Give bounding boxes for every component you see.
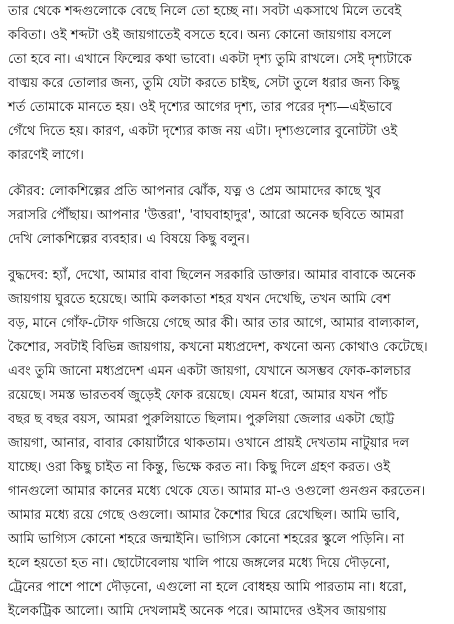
text-line: শর্ত তোমাকে মানতে হয়। ওই দৃশ্যের আগের দৃশ্য, তার পরের দৃশ্য—এইভাবে (8, 100, 393, 115)
text-line: তার থেকে শব্দগুলোকে বেছে নিলে তো হচ্ছে না। সবটা একসাথে মিলে তবেই (8, 4, 402, 19)
text-line: ট্রেনের পাশে পাশে দৌড়নো, এগুলো না হলে বোধহয় আমি পারতাম না। ধরো, (8, 580, 407, 595)
text-line: কৌরব: লোকশিল্পের প্রতি আপনার ঝোঁক, যত্ন ও প্রেম আমাদের কাছে খুব (8, 184, 381, 199)
document-page (8, 0, 448, 624)
text-line: সরাসরি পৌঁছায়। আপনার 'উত্তরা', 'বাঘবাহাদুর', আরো অনেক ছবিতে আমরা (8, 208, 404, 223)
text-line: রয়েছে। সমস্ত ভারতবর্ষ জুড়েই ফোক রয়েছে। যেমন ধরো, আমার যখন পাঁচ (8, 388, 388, 403)
text-line: তো হবে না। এখানে ফিল্মের কথা ভাবো। একটা দৃশ্য তুমি রাখলে। সেই দৃশ্যটাকে (8, 52, 412, 67)
text-line: এবং তুমি জানো মধ্যপ্রদেশ এমন একটা জায়গা, যেখানে অসম্ভব ফোক-কালচার (8, 364, 411, 379)
paragraph-1 (8, 0, 448, 168)
text-line: আমার মধ্যে রয়ে গেছে ওগুলো। আমার কৈশোর ঘিরে রেখেছিল। আমি ভাবি, (8, 508, 400, 523)
text-line: বছর ছ বছর বয়স, আমরা পুরুলিয়াতে ছিলাম। পুরুলিয়া জেলার একটা ছোট্ট (8, 412, 395, 427)
text-line: বাঙ্ময় করে তোলার জন্য, তুমি যেটা করতে চাইছ, সেটা তুলে ধরার জন্য কিছু (8, 76, 400, 91)
paragraph-spacer (8, 168, 448, 180)
paragraph-2 (8, 180, 448, 252)
text-line: কারণেই লাগে। (8, 148, 84, 163)
text-line: আমি ভাগ্যিস কোনো শহরে জন্মাইনি। ভাগ্যিস কোনো শহরের স্কুলে পড়িনি। না (8, 532, 405, 547)
text-line: জায়গা, আনার, বাবার কোয়ার্টারে থাকতাম। ওখানে প্রায়ই দেখতাম নাটুয়ার দল (8, 436, 410, 451)
text-line: গানগুলো আমার কানের মধ্যে থেকে যেত। আমার মা-ও ওগুলো গুনগুন করতেন। (8, 484, 426, 499)
text-line: কবিতা। ওই শব্দটা ওই জায়গাতেই বসতে হবে। অন্য কোনো জায়গায় বসলে (8, 28, 392, 43)
text-line: জায়গায় ঘুরতে হয়েছে। আমি কলকাতা শহর যখন দেখেছি, তখন আমি বেশ (8, 292, 391, 307)
text-line: গেঁথে দিতে হয়। কারণ, একটা দৃশ্যের কাজ নয় এটা। দৃশ্যগুলোর বুনোটটা ওই (8, 124, 398, 139)
text-line: যাচ্ছে। ওরা কিছু চাইত না কিন্তু, ভিক্ষে করত না। কিছু দিলে গ্রহণ করত। ওই (8, 460, 390, 475)
paragraph-3 (8, 264, 448, 624)
text-line: দেখি লোকশিল্পের ব্যবহার। এ বিষয়ে কিছু বলুন। (8, 232, 250, 247)
text-line: বুদ্ধদেব: হ্যাঁ, দেখো, আমার বাবা ছিলেন সরকারি ডাক্তার। আমার বাবাকে অনেক (8, 268, 416, 283)
text-line: ইলেকট্রিক আলো। আমি দেখলামই অনেক পরে। আমাদের ওইসব জায়গায় (8, 604, 387, 619)
paragraph-spacer (8, 252, 448, 264)
text-line: কৈশোর, সবটাই বিভিন্ন জায়গায়, কখনো মধ্যপ্রদেশ, কখনো অন্য কোথাও কেটেছে। (8, 340, 428, 355)
text-line: বড়, মানে গোঁফ-টোফ গজিয়ে গেছে আর কী। আর তার আগে, আমার বাল্যকাল, (8, 316, 420, 331)
text-line: হলে হয়তো হত না। ছোটোবেলায় খালি পায়ে জঙ্গলের মধ্যে দিয়ে দৌড়নো, (8, 556, 391, 571)
